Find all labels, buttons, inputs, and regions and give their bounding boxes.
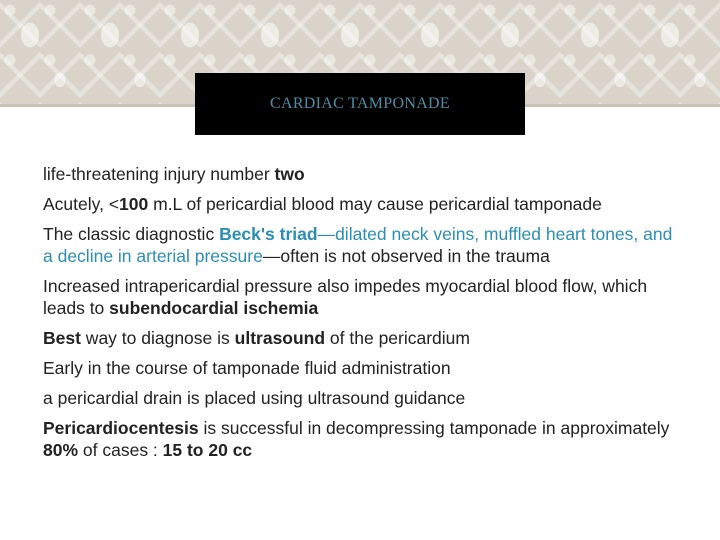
bullet-4: [43, 275, 683, 319]
bullet-5-emphasis: Best: [43, 328, 81, 348]
slide-title: CARDIAC TAMPONADE: [270, 95, 450, 112]
bullet-7: [43, 387, 683, 409]
bullet-5-text: way to diagnose is: [80, 328, 235, 348]
bullet-7-text: a pericardial drain is placed using ultrasound guidance: [43, 388, 466, 408]
bullet-6-text: Early in the course of tamponade fluid administration: [43, 358, 451, 378]
bullet-3-highlight-text: —dilated neck veins, muffled heart tones, and a decline in arterial pressure: [43, 224, 673, 266]
bullet-1-text: life-threatening injury number: [43, 164, 275, 184]
slide-title-box: [195, 73, 525, 135]
bullet-8-text: is successful in decompressing tamponade in approximately: [198, 418, 670, 438]
bullet-8-emphasis: Pericardiocentesis: [43, 418, 199, 438]
bullet-4-text: Increased intrapericardial pressure also impedes myocardial blood flow, which leads to: [43, 276, 648, 318]
bullet-3-highlight-term: Beck's triad: [219, 224, 318, 244]
bullet-8-emphasis-3: 15 to 20 cc: [162, 440, 253, 460]
bullet-2-text: Acutely, <: [43, 194, 120, 214]
bullet-5: [43, 327, 683, 349]
bullet-6: [43, 357, 683, 379]
bullet-8-text-mid: of cases :: [78, 440, 163, 460]
bullet-1-emphasis: two: [274, 164, 305, 184]
bullet-2-emphasis: 100: [119, 194, 149, 214]
bullet-4-emphasis: subendocardial ischemia: [109, 298, 319, 318]
bullet-3: [43, 223, 683, 267]
bullet-5-text-end: of the pericardium: [325, 328, 470, 348]
bullet-2-text-end: m.L of pericardial blood may cause pericardial tamponade: [148, 194, 602, 214]
bullet-2: [43, 193, 683, 215]
bullet-5-emphasis-2: ultrasound: [234, 328, 326, 348]
bullet-8: [43, 417, 683, 461]
bullet-8-emphasis-2: 80%: [43, 440, 79, 460]
slide-body: [43, 163, 683, 469]
bullet-3-text-end: —often is not observed in the trauma: [262, 246, 550, 266]
bullet-3-text: The classic diagnostic: [43, 224, 220, 244]
bullet-1: [43, 163, 683, 185]
